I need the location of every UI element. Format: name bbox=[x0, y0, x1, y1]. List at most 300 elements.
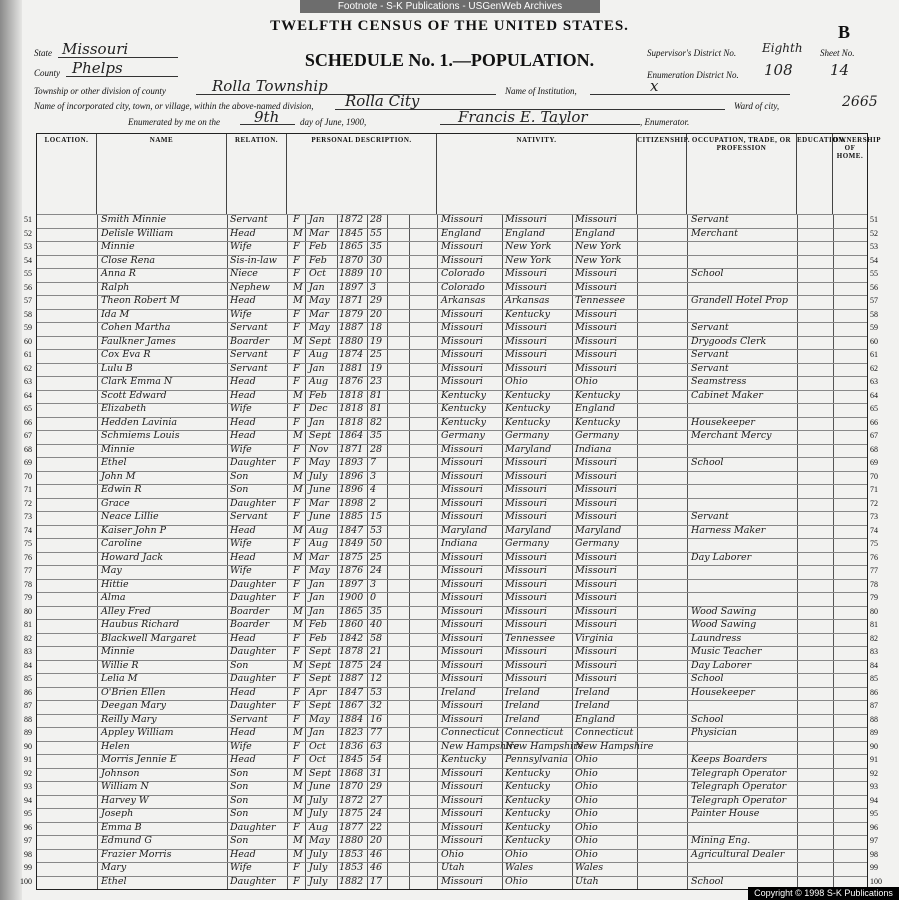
birthplace-cell: Missouri bbox=[441, 362, 483, 374]
mother-birthplace-cell: Tennessee bbox=[575, 295, 626, 306]
mother-birthplace-cell: Wales bbox=[575, 862, 604, 873]
relation-cell: Daughter bbox=[230, 497, 276, 509]
row-number-left: 53 bbox=[24, 242, 32, 251]
age-cell: 46 bbox=[370, 848, 383, 860]
birth-year-cell: 1893 bbox=[339, 457, 364, 468]
birthplace-cell: Missouri bbox=[441, 659, 483, 671]
father-birthplace-cell: Missouri bbox=[505, 578, 547, 590]
birth-year-cell: 1872 bbox=[339, 794, 364, 806]
relation-cell: Head bbox=[230, 430, 256, 441]
birth-month-cell: June bbox=[309, 511, 331, 522]
row-number-right: 59 bbox=[870, 323, 878, 332]
person-name: John M bbox=[101, 470, 136, 482]
row-number-right: 66 bbox=[870, 417, 878, 427]
birth-year-cell: 1870 bbox=[339, 781, 364, 792]
relation-cell: Boarder bbox=[230, 335, 270, 347]
sex-cell: F bbox=[293, 416, 300, 428]
age-cell: 0 bbox=[370, 592, 377, 603]
enumerator-label: , Enumerator. bbox=[640, 117, 690, 127]
age-cell: 29 bbox=[370, 781, 383, 792]
relation-cell: Head bbox=[230, 416, 256, 428]
birth-month-cell: Jan bbox=[309, 214, 325, 225]
birth-year-cell: 1860 bbox=[339, 619, 364, 630]
sex-cell: F bbox=[293, 511, 300, 522]
sex-cell: M bbox=[293, 335, 303, 347]
birthplace-cell: Missouri bbox=[441, 794, 483, 806]
row-number-right: 75 bbox=[870, 539, 878, 548]
mother-birthplace-cell: Missouri bbox=[575, 511, 617, 522]
mother-birthplace-cell: Missouri bbox=[575, 214, 617, 225]
row-number-left: 70 bbox=[24, 471, 32, 481]
relation-cell: Servant bbox=[230, 349, 268, 360]
relation-cell: Wife bbox=[230, 443, 252, 455]
mother-birthplace-cell: Missouri bbox=[575, 470, 617, 482]
row-number-left: 79 bbox=[24, 593, 32, 602]
row-number-left: 88 bbox=[24, 714, 32, 724]
birth-month-cell: Jan bbox=[309, 592, 325, 603]
mother-birthplace-cell: Missouri bbox=[575, 268, 617, 279]
mother-birthplace-cell: Virginia bbox=[575, 632, 614, 644]
birth-year-cell: 1836 bbox=[339, 740, 364, 752]
father-birthplace-cell: Kentucky bbox=[505, 416, 550, 428]
person-name: Clark Emma N bbox=[101, 376, 173, 387]
relation-cell: Head bbox=[230, 551, 256, 563]
age-cell: 28 bbox=[370, 443, 383, 455]
birth-year-cell: 1865 bbox=[339, 605, 364, 617]
birth-month-cell: May bbox=[309, 713, 330, 725]
person-name: Caroline bbox=[101, 538, 143, 549]
row-number-left: 76 bbox=[24, 552, 32, 562]
occupation-cell: Drygoods Clerk bbox=[691, 335, 767, 347]
mother-birthplace-cell: Missouri bbox=[575, 497, 617, 509]
row-number-left: 91 bbox=[24, 755, 32, 764]
birthplace-cell: Colorado bbox=[441, 268, 485, 279]
sex-cell: M bbox=[293, 227, 303, 239]
birthplace-cell: Missouri bbox=[441, 592, 483, 603]
father-birthplace-cell: Kentucky bbox=[505, 403, 550, 414]
birth-month-cell: Apr bbox=[309, 686, 327, 698]
birth-year-cell: 1896 bbox=[339, 470, 364, 482]
person-name: Hittie bbox=[101, 578, 129, 590]
birth-month-cell: Jan bbox=[309, 605, 325, 617]
relation-cell: Niece bbox=[230, 268, 258, 279]
sex-cell: F bbox=[293, 646, 300, 657]
occupation-cell: Servant bbox=[691, 511, 729, 522]
age-cell: 29 bbox=[370, 295, 383, 306]
sex-cell: M bbox=[293, 848, 303, 860]
occupation-cell: Telegraph Operator bbox=[691, 794, 787, 806]
row-number-left: 100 bbox=[20, 876, 32, 886]
birth-year-cell: 1874 bbox=[339, 349, 364, 360]
birth-year-cell: 1889 bbox=[339, 268, 364, 279]
relation-cell: Boarder bbox=[230, 619, 270, 630]
birthplace-cell: Missouri bbox=[441, 241, 483, 252]
birthplace-cell: Missouri bbox=[441, 349, 483, 360]
father-birthplace-cell: Missouri bbox=[505, 457, 547, 468]
occupation-cell: Physician bbox=[691, 727, 737, 738]
relation-cell: Daughter bbox=[230, 700, 276, 711]
age-cell: 19 bbox=[370, 335, 383, 347]
person-name: Anna R bbox=[101, 268, 136, 279]
age-cell: 28 bbox=[370, 214, 383, 225]
age-cell: 82 bbox=[370, 416, 383, 428]
occupation-cell: School bbox=[691, 713, 724, 725]
birthplace-cell: Missouri bbox=[441, 470, 483, 482]
birth-year-cell: 1818 bbox=[339, 403, 364, 414]
father-birthplace-cell: Germany bbox=[505, 538, 549, 549]
birthplace-cell: Missouri bbox=[441, 646, 483, 657]
father-birthplace-cell: Wales bbox=[505, 862, 534, 873]
age-cell: 50 bbox=[370, 538, 383, 549]
father-birthplace-cell: Kentucky bbox=[505, 835, 550, 846]
age-cell: 10 bbox=[370, 268, 383, 279]
person-name: Lelia M bbox=[101, 673, 138, 684]
age-cell: 46 bbox=[370, 862, 383, 873]
relation-cell: Wife bbox=[230, 241, 252, 252]
sex-cell: M bbox=[293, 430, 303, 441]
father-birthplace-cell: New York bbox=[505, 241, 552, 252]
row-number-right: 98 bbox=[870, 849, 878, 859]
relation-cell: Servant bbox=[230, 713, 268, 725]
person-name: Theon Robert M bbox=[101, 295, 180, 306]
person-name: Alma bbox=[101, 592, 126, 603]
age-cell: 4 bbox=[370, 484, 377, 495]
row-number-left: 73 bbox=[24, 512, 32, 521]
birth-year-cell: 1876 bbox=[339, 376, 364, 387]
sex-cell: F bbox=[293, 497, 300, 509]
birth-month-cell: Aug bbox=[309, 821, 329, 833]
father-birthplace-cell: Kentucky bbox=[505, 821, 550, 833]
row-number-right: 61 bbox=[870, 350, 878, 359]
person-name: Delisle William bbox=[101, 227, 174, 239]
birthplace-cell: Utah bbox=[441, 862, 465, 873]
sex-cell: F bbox=[293, 740, 300, 752]
occupation-cell: Mining Eng. bbox=[691, 835, 751, 846]
row-number-left: 82 bbox=[24, 633, 32, 643]
birthplace-cell: Missouri bbox=[441, 767, 483, 779]
birth-year-cell: 1849 bbox=[339, 538, 364, 549]
occupation-cell: Cabinet Maker bbox=[691, 389, 763, 401]
birth-month-cell: May bbox=[309, 565, 330, 576]
state-line bbox=[58, 57, 178, 58]
relation-cell: Daughter bbox=[230, 578, 276, 590]
father-birthplace-cell: Maryland bbox=[505, 443, 552, 455]
person-name: Hedden Lavinia bbox=[101, 416, 178, 428]
mother-birthplace-cell: England bbox=[575, 713, 616, 725]
institution-value: x bbox=[650, 77, 659, 95]
birthplace-cell: Missouri bbox=[441, 821, 483, 833]
age-cell: 16 bbox=[370, 713, 383, 725]
sex-cell: M bbox=[293, 808, 303, 819]
age-cell: 53 bbox=[370, 686, 383, 698]
mother-birthplace-cell: Missouri bbox=[575, 619, 617, 630]
birth-month-cell: July bbox=[309, 470, 328, 482]
father-birthplace-cell: Missouri bbox=[505, 511, 547, 522]
age-cell: 20 bbox=[370, 835, 383, 846]
row-number-right: 81 bbox=[870, 620, 878, 629]
person-name: Morris Jennie E bbox=[101, 754, 177, 765]
occupation-cell: Servant bbox=[691, 214, 729, 225]
person-name: Reilly Mary bbox=[101, 713, 157, 725]
sex-cell: F bbox=[293, 214, 300, 225]
birth-year-cell: 1818 bbox=[339, 416, 364, 428]
row-number-right: 73 bbox=[870, 512, 878, 521]
occupation-cell: Keeps Boarders bbox=[691, 754, 768, 765]
father-birthplace-cell: Ohio bbox=[505, 376, 528, 387]
person-name: Ralph bbox=[101, 281, 130, 293]
occupation-cell: Housekeeper bbox=[691, 416, 755, 428]
father-birthplace-cell: Kentucky bbox=[505, 808, 550, 819]
birth-month-cell: Jan bbox=[309, 416, 325, 428]
sex-cell: M bbox=[293, 794, 303, 806]
age-cell: 63 bbox=[370, 740, 383, 752]
col-ownership: OWNERSHIP OF HOME. bbox=[833, 136, 882, 160]
father-birthplace-cell: Missouri bbox=[505, 592, 547, 603]
birthplace-cell: Indiana bbox=[441, 538, 478, 549]
birthplace-cell: Ireland bbox=[441, 686, 476, 698]
row-number-right: 90 bbox=[870, 741, 878, 751]
sex-cell: F bbox=[293, 565, 300, 576]
row-number-left: 69 bbox=[24, 458, 32, 467]
birth-year-cell: 1897 bbox=[339, 578, 364, 590]
birthplace-cell: Missouri bbox=[441, 497, 483, 509]
mother-birthplace-cell: Missouri bbox=[575, 281, 617, 293]
row-number-right: 84 bbox=[870, 660, 878, 670]
relation-cell: Son bbox=[230, 794, 249, 806]
birth-month-cell: May bbox=[309, 835, 330, 846]
age-cell: 40 bbox=[370, 619, 383, 630]
row-number-left: 57 bbox=[24, 296, 32, 305]
birthplace-cell: Missouri bbox=[441, 254, 483, 266]
birth-year-cell: 1853 bbox=[339, 862, 364, 873]
occupation-cell: Merchant bbox=[691, 227, 738, 239]
person-name: Emma B bbox=[101, 821, 142, 833]
schedule-title: SCHEDULE No. 1.—POPULATION. bbox=[304, 50, 595, 70]
supervisor-label: Supervisor's District No. bbox=[647, 48, 737, 58]
row-number-right: 85 bbox=[870, 674, 878, 683]
row-number-left: 71 bbox=[24, 485, 32, 494]
birth-month-cell: June bbox=[309, 781, 331, 792]
birthplace-cell: England bbox=[441, 227, 482, 239]
mother-birthplace-cell: Ohio bbox=[575, 821, 598, 833]
age-cell: 7 bbox=[370, 457, 377, 468]
row-number-left: 67 bbox=[24, 431, 32, 440]
mother-birthplace-cell: Ohio bbox=[575, 808, 598, 819]
relation-cell: Wife bbox=[230, 862, 252, 873]
row-number-left: 81 bbox=[24, 620, 32, 629]
state-value: Missouri bbox=[62, 40, 129, 58]
mother-birthplace-cell: Missouri bbox=[575, 673, 617, 684]
mother-birthplace-cell: Germany bbox=[575, 538, 619, 549]
person-name: Haubus Richard bbox=[101, 619, 180, 630]
birth-month-cell: Dec bbox=[309, 403, 328, 414]
sheet-letter: B bbox=[838, 22, 851, 42]
birth-month-cell: Feb bbox=[309, 241, 327, 252]
row-number-left: 83 bbox=[24, 647, 32, 656]
father-birthplace-cell: Missouri bbox=[505, 659, 547, 671]
enumerated-month: day of June, 1900, bbox=[300, 117, 367, 127]
age-cell: 3 bbox=[370, 281, 377, 293]
relation-cell: Sis-in-law bbox=[230, 254, 277, 266]
father-birthplace-cell: Missouri bbox=[505, 349, 547, 360]
father-birthplace-cell: Missouri bbox=[505, 551, 547, 563]
father-birthplace-cell: Missouri bbox=[505, 268, 547, 279]
township-value: Rolla Township bbox=[212, 77, 328, 95]
birthplace-cell: Missouri bbox=[441, 565, 483, 576]
age-cell: 2 bbox=[370, 497, 377, 509]
person-name: Close Rena bbox=[101, 254, 156, 266]
father-birthplace-cell: Kentucky bbox=[505, 389, 550, 401]
sex-cell: F bbox=[293, 241, 300, 252]
relation-cell: Daughter bbox=[230, 592, 276, 603]
mother-birthplace-cell: Missouri bbox=[575, 565, 617, 576]
row-number-right: 56 bbox=[870, 282, 878, 292]
father-birthplace-cell: Missouri bbox=[505, 673, 547, 684]
row-number-right: 79 bbox=[870, 593, 878, 602]
enumerated-day: 9th bbox=[254, 108, 280, 126]
sex-cell: M bbox=[293, 767, 303, 779]
row-number-left: 84 bbox=[24, 660, 32, 670]
person-name: Cohen Martha bbox=[101, 322, 171, 333]
age-cell: 24 bbox=[370, 659, 383, 671]
father-birthplace-cell: Ireland bbox=[505, 700, 540, 711]
relation-cell: Head bbox=[230, 295, 256, 306]
row-number-right: 68 bbox=[870, 444, 878, 454]
father-birthplace-cell: England bbox=[505, 227, 546, 239]
person-name: Johnson bbox=[101, 767, 140, 779]
sex-cell: F bbox=[293, 362, 300, 374]
row-number-right: 89 bbox=[870, 728, 878, 737]
birth-month-cell: Nov bbox=[309, 443, 329, 455]
row-number-left: 80 bbox=[24, 606, 32, 616]
birthplace-cell: Missouri bbox=[441, 551, 483, 563]
birthplace-cell: Missouri bbox=[441, 700, 483, 711]
enumeration-value: 108 bbox=[764, 61, 793, 79]
row-number-left: 60 bbox=[24, 336, 32, 346]
row-number-right: 72 bbox=[870, 498, 878, 508]
row-number-right: 87 bbox=[870, 701, 878, 710]
row-number-left: 52 bbox=[24, 228, 32, 238]
age-cell: 20 bbox=[370, 308, 383, 320]
birth-month-cell: Sept bbox=[309, 430, 332, 441]
person-name: Edmund G bbox=[101, 835, 152, 846]
sex-cell: M bbox=[293, 295, 303, 306]
sex-cell: F bbox=[293, 700, 300, 711]
birth-month-cell: Feb bbox=[309, 389, 327, 401]
county-value: Phelps bbox=[72, 59, 123, 77]
sex-cell: F bbox=[293, 578, 300, 590]
birth-year-cell: 1868 bbox=[339, 767, 364, 779]
birth-year-cell: 1877 bbox=[339, 821, 364, 833]
birth-month-cell: July bbox=[309, 848, 328, 860]
ward-value: 2665 bbox=[842, 94, 878, 110]
person-name: Ida M bbox=[101, 308, 130, 320]
father-birthplace-cell: Ireland bbox=[505, 686, 540, 698]
occupation-cell: School bbox=[691, 875, 724, 887]
birth-month-cell: Jan bbox=[309, 727, 325, 738]
person-name: Blackwell Margaret bbox=[101, 632, 197, 644]
mother-birthplace-cell: Indiana bbox=[575, 443, 612, 455]
birth-year-cell: 1864 bbox=[339, 430, 364, 441]
row-number-right: 96 bbox=[870, 822, 878, 832]
birthplace-cell: Missouri bbox=[441, 322, 483, 333]
sex-cell: F bbox=[293, 673, 300, 684]
birth-month-cell: Feb bbox=[309, 632, 327, 644]
person-name: Smith Minnie bbox=[101, 214, 167, 225]
birth-year-cell: 1875 bbox=[339, 659, 364, 671]
mother-birthplace-cell: Missouri bbox=[575, 457, 617, 468]
person-name: Mary bbox=[101, 862, 127, 873]
relation-cell: Nephew bbox=[230, 281, 270, 293]
relation-cell: Servant bbox=[230, 214, 268, 225]
person-name: Neace Lillie bbox=[101, 511, 159, 522]
row-number-left: 93 bbox=[24, 782, 32, 791]
row-number-right: 86 bbox=[870, 687, 878, 697]
birthplace-cell: Maryland bbox=[441, 524, 488, 536]
occupation-cell: Agricultural Dealer bbox=[691, 848, 785, 860]
relation-cell: Son bbox=[230, 484, 249, 495]
sex-cell: M bbox=[293, 835, 303, 846]
person-name: Appley William bbox=[101, 727, 174, 738]
day-line bbox=[240, 124, 295, 125]
birthplace-cell: Missouri bbox=[441, 875, 483, 887]
relation-cell: Servant bbox=[230, 362, 268, 374]
mother-birthplace-cell: Ohio bbox=[575, 754, 598, 765]
birthplace-cell: Missouri bbox=[441, 632, 483, 644]
birth-year-cell: 1876 bbox=[339, 565, 364, 576]
age-cell: 27 bbox=[370, 794, 383, 806]
father-birthplace-cell: Missouri bbox=[505, 605, 547, 617]
relation-cell: Wife bbox=[230, 308, 252, 320]
col-name: NAME bbox=[97, 134, 227, 214]
birth-year-cell: 1871 bbox=[339, 295, 364, 306]
birthplace-cell: Missouri bbox=[441, 605, 483, 617]
sex-cell: F bbox=[293, 457, 300, 468]
institution-label: Name of Institution, bbox=[505, 86, 577, 96]
row-number-left: 94 bbox=[24, 795, 32, 805]
sex-cell: M bbox=[293, 605, 303, 617]
row-number-left: 65 bbox=[24, 404, 32, 413]
mother-birthplace-cell: Missouri bbox=[575, 308, 617, 320]
birthplace-cell: Missouri bbox=[441, 619, 483, 630]
mother-birthplace-cell: Missouri bbox=[575, 659, 617, 671]
row-number-right: 52 bbox=[870, 228, 878, 238]
person-name: Frazier Morris bbox=[101, 848, 172, 860]
row-number-left: 68 bbox=[24, 444, 32, 454]
person-name: Ethel bbox=[101, 457, 127, 468]
birth-month-cell: Sept bbox=[309, 659, 332, 671]
birth-month-cell: Jan bbox=[309, 281, 325, 293]
birth-year-cell: 1898 bbox=[339, 497, 364, 509]
age-cell: 3 bbox=[370, 578, 377, 590]
person-name: May bbox=[101, 565, 122, 576]
age-cell: 25 bbox=[370, 551, 383, 563]
column-headers bbox=[37, 134, 882, 215]
person-name: Schmiems Louis bbox=[101, 430, 180, 441]
occupation-cell: Music Teacher bbox=[691, 646, 762, 657]
person-name: Willie R bbox=[101, 659, 139, 671]
row-number-right: 63 bbox=[870, 377, 878, 386]
row-number-left: 98 bbox=[24, 849, 32, 859]
row-number-right: 64 bbox=[870, 390, 878, 400]
row-number-right: 94 bbox=[870, 795, 878, 805]
sex-cell: M bbox=[293, 470, 303, 482]
birth-month-cell: Oct bbox=[309, 268, 326, 279]
father-birthplace-cell: Tennessee bbox=[505, 632, 556, 644]
sex-cell: F bbox=[293, 268, 300, 279]
incorporated-value: Rolla City bbox=[345, 92, 420, 110]
row-number-right: 88 bbox=[870, 714, 878, 724]
